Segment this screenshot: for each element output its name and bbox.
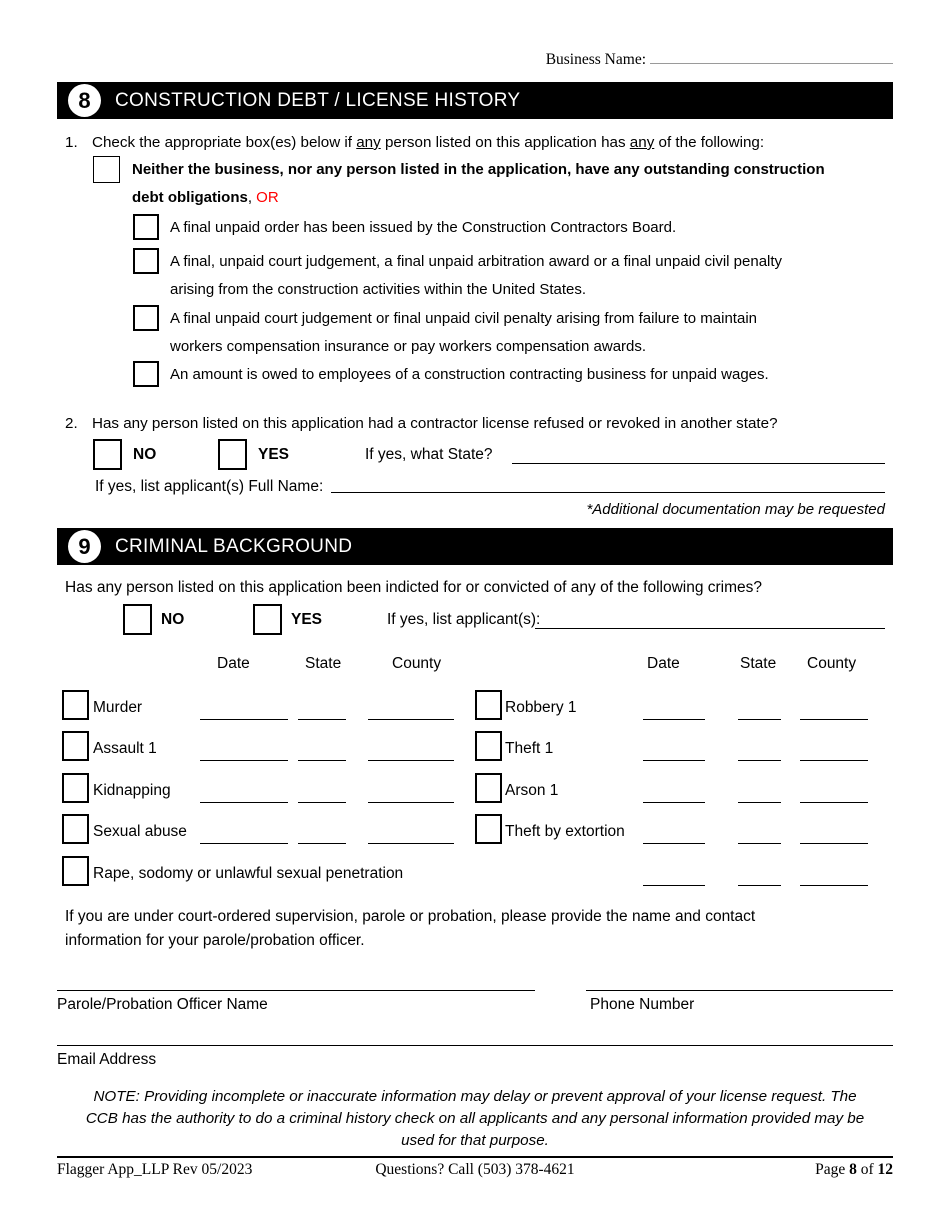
county-input-line[interactable] xyxy=(800,719,868,720)
crime-label-rape-sodomy: Rape, sodomy or unlawful sexual penetration xyxy=(93,865,404,882)
county-input-line[interactable] xyxy=(368,719,454,720)
date-input-line[interactable] xyxy=(200,719,288,720)
crime-checkbox-rape-sodomy[interactable] xyxy=(62,856,89,886)
q1-sub-option-row xyxy=(133,214,676,242)
section8-bar xyxy=(57,82,893,119)
q1-number: 1. xyxy=(65,134,78,151)
phone-input-line[interactable] xyxy=(586,990,893,991)
crime-checkbox-sexual-abuse[interactable] xyxy=(62,814,89,844)
crime-label-robbery-1: Robbery 1 xyxy=(505,699,577,716)
supervision-paragraph: If you are under court-ordered supervision, parole or probation, please provide the name and contact information for your parole/probation officer. xyxy=(65,908,756,949)
q2-yes-checkbox[interactable] xyxy=(218,439,247,470)
state-input-line[interactable] xyxy=(738,843,781,844)
business-name-row xyxy=(546,50,893,69)
date-input-line[interactable] xyxy=(643,760,705,761)
officer-phone-row xyxy=(57,980,893,1020)
date-input-line[interactable] xyxy=(643,843,705,844)
q1-instruction: Check the appropriate box(es) below if any person listed on this application has any of the following: xyxy=(92,134,765,151)
crime-label-arson-1: Arson 1 xyxy=(505,782,559,799)
county-input-line[interactable] xyxy=(800,760,868,761)
q1-main-option-row xyxy=(93,156,892,212)
section8-title: CONSTRUCTION DEBT / LICENSE HISTORY xyxy=(115,89,521,111)
county-input-line[interactable] xyxy=(800,885,868,886)
crime-row xyxy=(57,854,893,886)
section9-number-badge: 9 xyxy=(68,530,101,563)
footer-questions: Questions? Call (503) 378-4621 xyxy=(375,1161,575,1178)
q1-sub-option-text-2: A final, unpaid court judgement, a final unpaid arbitration award or a final unpaid civil penalty arising from the construction activities within the United States. xyxy=(170,253,783,298)
date-input-line[interactable] xyxy=(200,760,288,761)
crime-checkbox-assault-1[interactable] xyxy=(62,731,89,761)
criminal-note: NOTE: Providing incomplete or inaccurate information may delay or prevent approval of your license request. The CCB has the authority to do a criminal history check on all applicants and any personal information provided may be used for that purpose. xyxy=(85,1088,865,1149)
q2-fullname-input-line[interactable] xyxy=(331,478,885,493)
q1-sub-option-row xyxy=(133,305,757,361)
q1-sub-checkbox-1[interactable] xyxy=(133,214,159,240)
q2-no-checkbox[interactable] xyxy=(93,439,122,470)
s9-question: Has any person listed on this application been indicted for or convicted of any of the following crimes? xyxy=(65,579,763,596)
q1-sub-checkbox-4[interactable] xyxy=(133,361,159,387)
footer-page-number: 8 xyxy=(849,1161,857,1178)
footer-page-indicator: Page 8 of 12 xyxy=(815,1161,894,1178)
crime-label-theft-1: Theft 1 xyxy=(505,740,554,757)
officer-name-label: Parole/Probation Officer Name xyxy=(57,996,268,1013)
date-input-line[interactable] xyxy=(643,719,705,720)
state-input-line[interactable] xyxy=(738,760,781,761)
s9-applicants-input-line[interactable] xyxy=(535,628,885,629)
county-input-line[interactable] xyxy=(800,802,868,803)
state-input-line[interactable] xyxy=(298,802,346,803)
crime-checkbox-theft-by-extortion[interactable] xyxy=(475,814,502,844)
q2-additional-note: *Additional documentation may be requested xyxy=(586,501,885,518)
crime-row xyxy=(57,729,893,761)
s9-no-label: NO xyxy=(161,611,185,628)
q1-sub-option-text-1: A final unpaid order has been issued by the Construction Contractors Board. xyxy=(170,219,677,236)
q2-fullname-prompt: If yes, list applicant(s) Full Name: xyxy=(95,478,324,495)
date-input-line[interactable] xyxy=(643,885,705,886)
crime-checkbox-kidnapping[interactable] xyxy=(62,773,89,803)
email-label: Email Address xyxy=(57,1051,157,1068)
q1-main-option-text: Neither the business, nor any person listed in the application, have any outstanding construction debt obligations, OR xyxy=(132,161,825,206)
q2-state-input-line[interactable] xyxy=(512,463,885,464)
q1-sub-option-text-4: An amount is owed to employees of a construction contracting business for unpaid wages. xyxy=(170,366,769,383)
q2-question-row xyxy=(65,414,895,434)
crime-label-sexual-abuse: Sexual abuse xyxy=(93,823,187,840)
q1-sub-option-row xyxy=(133,248,782,304)
crime-row xyxy=(57,688,893,720)
section8-number-badge: 8 xyxy=(68,84,101,117)
q1-sub-checkbox-2[interactable] xyxy=(133,248,159,274)
state-input-line[interactable] xyxy=(298,843,346,844)
s9-yes-label: YES xyxy=(291,611,323,628)
q1-sub-option-row xyxy=(133,361,769,389)
any-underline-2: any xyxy=(629,134,655,151)
business-name-label: Business Name: xyxy=(545,51,646,68)
any-underline-1: any xyxy=(356,134,381,151)
crime-checkbox-theft-1[interactable] xyxy=(475,731,502,761)
state-input-line[interactable] xyxy=(298,760,346,761)
crime-checkbox-robbery-1[interactable] xyxy=(475,690,502,720)
email-input-line[interactable] xyxy=(57,1045,893,1046)
crime-row xyxy=(57,771,893,803)
col-header-date-right: Date xyxy=(647,655,680,672)
crime-checkbox-murder[interactable] xyxy=(62,690,89,720)
q2-options-row xyxy=(57,439,893,472)
officer-name-input-line[interactable] xyxy=(57,990,535,991)
q2-yes-label: YES xyxy=(258,446,290,463)
page-footer xyxy=(57,1156,893,1179)
state-input-line[interactable] xyxy=(298,719,346,720)
crimes-table xyxy=(57,655,893,900)
q2-fullname-row xyxy=(57,478,885,496)
s9-no-checkbox[interactable] xyxy=(123,604,152,635)
state-input-line[interactable] xyxy=(738,885,781,886)
q2-no-label: NO xyxy=(133,446,157,463)
s9-applicants-prompt: If yes, list applicant(s): xyxy=(387,611,541,628)
s9-yes-checkbox[interactable] xyxy=(253,604,282,635)
phone-label: Phone Number xyxy=(590,996,695,1013)
col-header-county-right: County xyxy=(807,655,857,672)
date-input-line[interactable] xyxy=(643,802,705,803)
option-or-text: OR xyxy=(256,189,279,206)
crime-label-theft-by-extortion: Theft by extortion xyxy=(505,823,625,840)
col-header-date-left: Date xyxy=(217,655,250,672)
email-row xyxy=(57,1035,893,1075)
q1-sub-checkbox-3[interactable] xyxy=(133,305,159,331)
q2-question: Has any person listed on this application had a contractor license refused or revoked in another state? xyxy=(92,415,778,432)
q1-instruction-row xyxy=(65,133,895,153)
q1-main-checkbox[interactable] xyxy=(93,156,120,183)
col-header-state-right: State xyxy=(740,655,777,672)
section9-title: CRIMINAL BACKGROUND xyxy=(115,535,353,557)
col-header-county-left: County xyxy=(392,655,442,672)
business-name-input-line[interactable] xyxy=(650,50,893,64)
state-input-line[interactable] xyxy=(738,802,781,803)
q1-sub-option-text-3: A final unpaid court judgement or final unpaid civil penalty arising from failure to maintain workers compensation insurance or pay workers compensation awards. xyxy=(170,310,757,355)
date-input-line[interactable] xyxy=(200,843,288,844)
footer-doc-id: Flagger App_LLP Rev 05/2023 xyxy=(57,1161,253,1178)
crime-label-murder: Murder xyxy=(93,699,143,716)
county-input-line[interactable] xyxy=(368,843,454,844)
s9-options-row xyxy=(57,604,893,637)
crime-row xyxy=(57,812,893,844)
county-input-line[interactable] xyxy=(800,843,868,844)
date-input-line[interactable] xyxy=(200,802,288,803)
crime-checkbox-arson-1[interactable] xyxy=(475,773,502,803)
q2-number: 2. xyxy=(65,415,78,432)
county-input-line[interactable] xyxy=(368,802,454,803)
section9-bar xyxy=(57,528,893,565)
footer-page-total: 12 xyxy=(877,1161,894,1178)
crime-label-assault-1: Assault 1 xyxy=(93,740,157,757)
q2-state-prompt: If yes, what State? xyxy=(365,446,493,463)
county-input-line[interactable] xyxy=(368,760,454,761)
state-input-line[interactable] xyxy=(738,719,781,720)
col-header-state-left: State xyxy=(305,655,342,672)
crime-label-kidnapping: Kidnapping xyxy=(93,782,171,799)
